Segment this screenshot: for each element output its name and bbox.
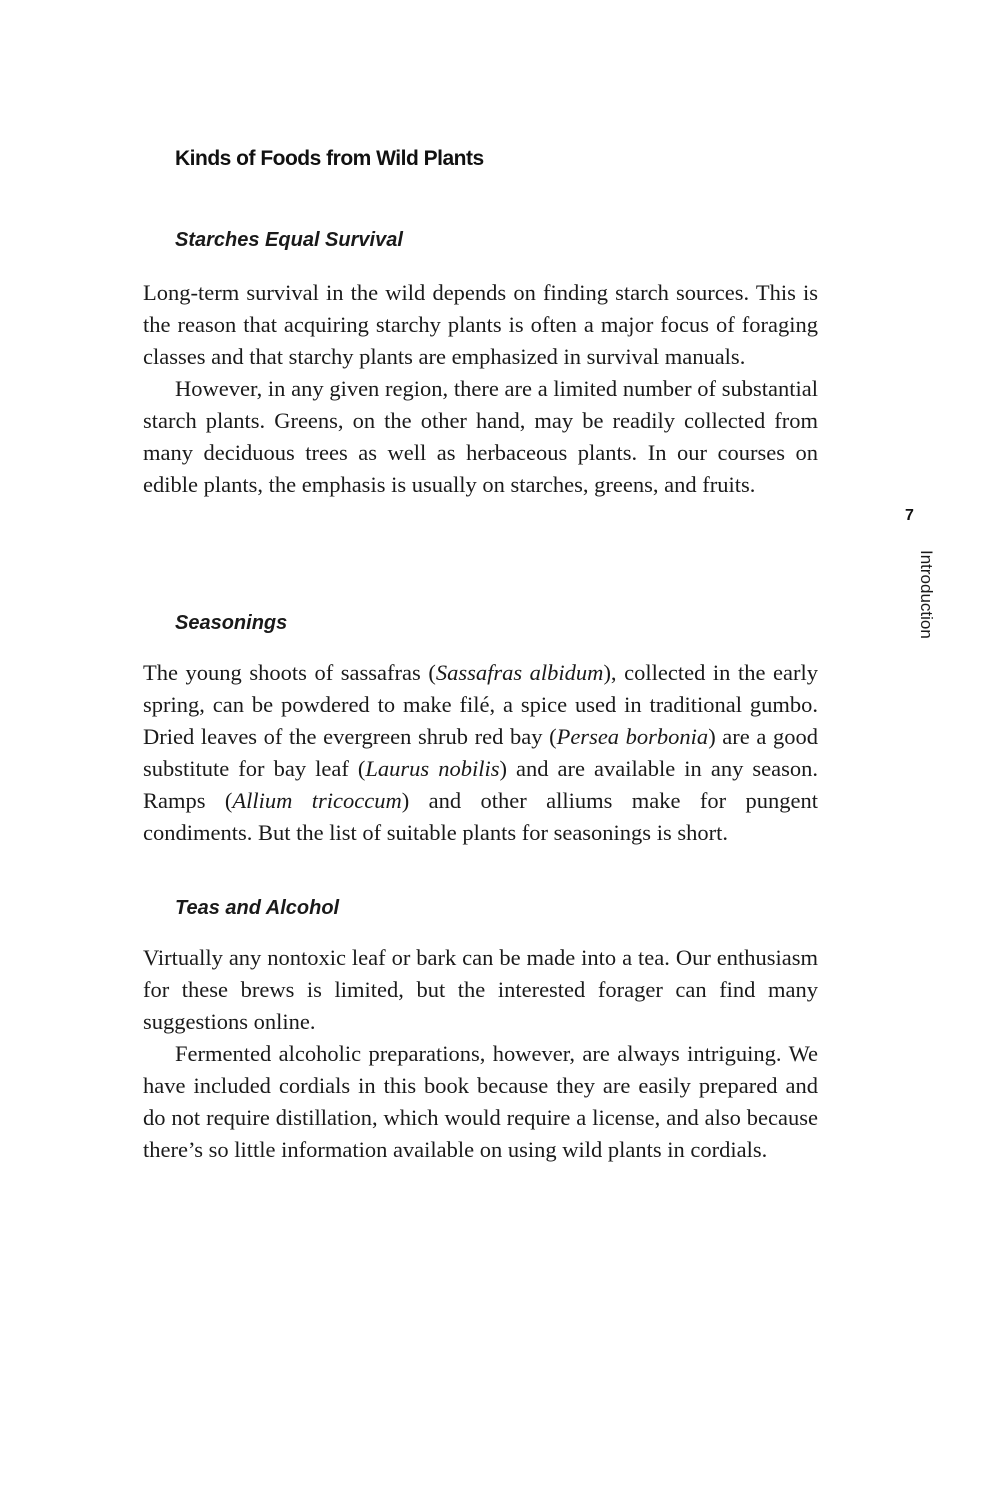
teas-text (143, 942, 818, 1166)
species-name: Sassafras albidum (435, 660, 604, 685)
section-heading: Kinds of Foods from Wild Plants (175, 147, 484, 170)
subheading-seasonings: Seasonings (175, 612, 288, 634)
paragraph: Virtually any nontoxic leaf or bark can be made into a tea. Our enthusiasm for these brews is limited, but the interested forager can find many suggestions online. (143, 945, 818, 1034)
species-name: Allium tricoccum (232, 788, 402, 813)
paragraph: Long-term survival in the wild depends on finding starch sources. This is the reason that acquiring starchy plants is often a major focus of foraging classes and that starchy plants are emphasized in survival manuals. (143, 280, 818, 369)
subheading-teas: Teas and Alcohol (175, 897, 340, 919)
species-name: Persea borbonia (556, 724, 709, 749)
text-run: The young shoots of sassafras ( (143, 660, 436, 685)
subheading-starches: Starches Equal Survival (175, 229, 403, 251)
species-name: Laurus nobilis (365, 756, 500, 781)
paragraph: However, in any given region, there are a limited number of substantial starch plants. Greens, on the other hand, may be readily collected from many deciduous trees as well as herbaceous plants. In our courses on edible plants, the emphasis is usually on starches, greens, and fruits. (143, 376, 818, 497)
page-number: 7 (905, 507, 914, 524)
running-head: Introduction (917, 550, 936, 639)
paragraph (143, 657, 818, 849)
paragraph: Fermented alcoholic preparations, however, are always intriguing. We have included cordials in this book because they are easily prepared and do not require distillation, which would require a license, and also because there’s so little information available on using wild plants in cordials. (143, 1041, 818, 1162)
text-run: ) and other alliums make for pungent condiments. But the list of suitable plants for seasonings is short. (143, 788, 818, 845)
seasonings-text (143, 657, 818, 849)
starches-text (143, 277, 818, 501)
text-run: ), collected in the early spring, can be powdered to make filé, a spice used in traditional gumbo. Dried leaves of the evergreen shrub red bay ( (143, 660, 819, 749)
text-run: ) and are available in any season. Ramps ( (143, 756, 818, 813)
text-run: ) are a good substitute for bay leaf ( (143, 724, 818, 781)
